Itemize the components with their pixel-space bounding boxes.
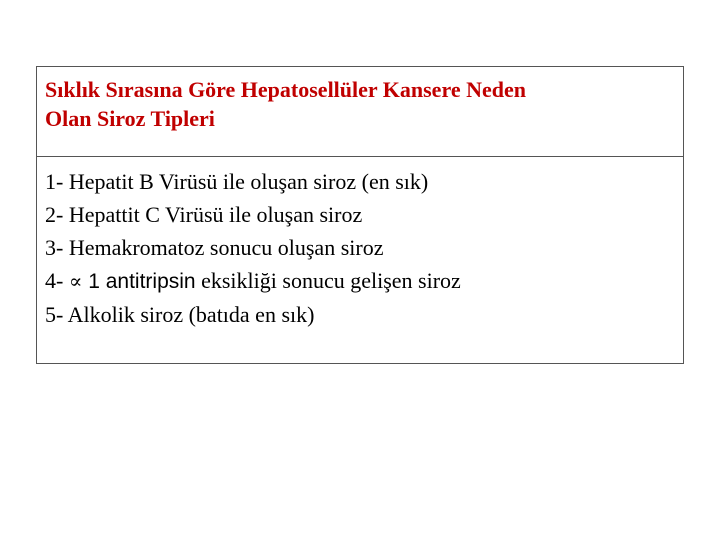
list-item-4 xyxy=(45,264,675,298)
list-item-2: 2- Hepattit C Virüsü ile oluşan siroz xyxy=(45,202,363,227)
title-line-1: Sıklık Sırasına Göre Hepatosellüler Kansere Neden xyxy=(45,77,526,102)
list-item-3: 3- Hemakromatoz sonucu oluşan siroz xyxy=(45,235,384,260)
list-item-1: 1- Hepatit B Virüsü ile oluşan siroz (en sık) xyxy=(45,169,429,194)
list-item-5: 5- Alkolik siroz (batıda en sık) xyxy=(45,302,315,327)
alpha-symbol: ∝ xyxy=(68,269,83,293)
list-item-4-suffix: eksikliği sonucu gelişen siroz xyxy=(195,268,461,293)
table-body-cell xyxy=(37,157,683,331)
content-table xyxy=(36,66,684,364)
antitrypsin-label: 1 antitripsin xyxy=(82,270,196,293)
list-item-4-prefix: 4- xyxy=(45,268,69,293)
table-header-cell xyxy=(37,67,683,157)
title-line-2: Olan Siroz Tipleri xyxy=(45,106,215,131)
